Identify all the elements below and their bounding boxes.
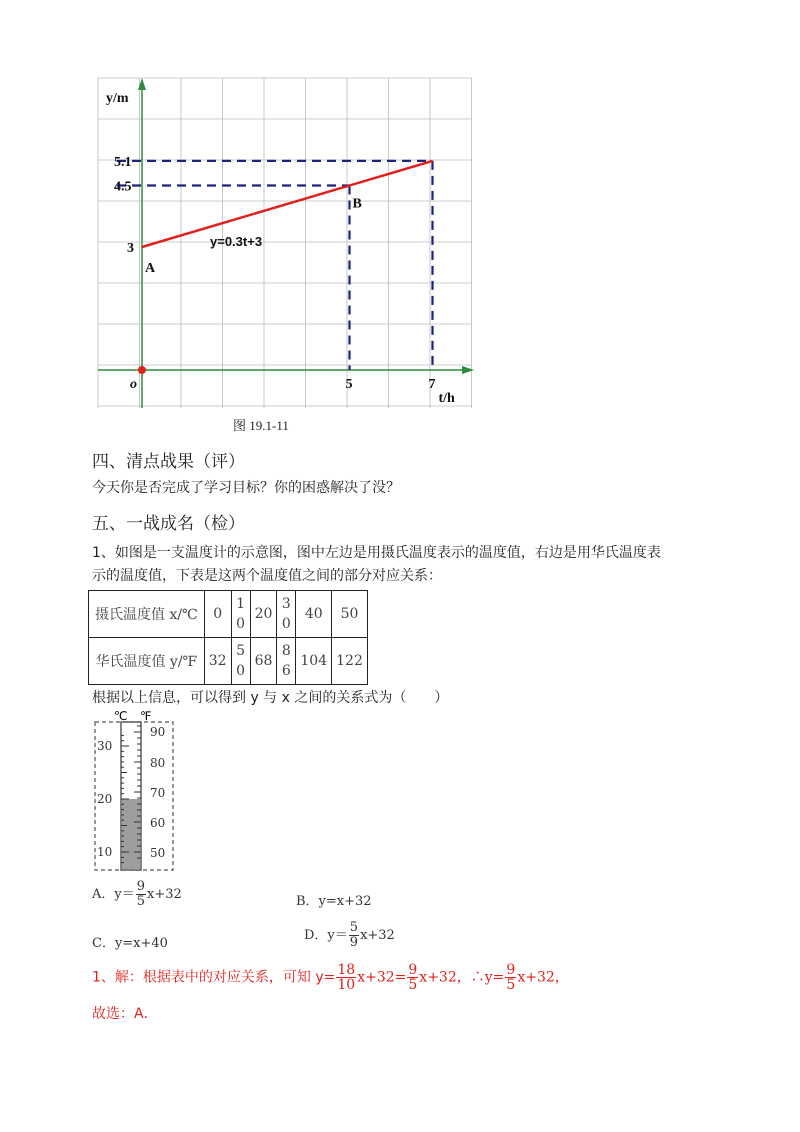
- equation-label: y=0.3t+3: [210, 234, 263, 249]
- option-d: [304, 921, 395, 950]
- x-axis-arrow-icon: [462, 366, 474, 374]
- option-d-prefix: D．y＝: [304, 928, 348, 943]
- fahrenheit-label: 60: [150, 816, 166, 830]
- table-cell: 122: [332, 638, 368, 685]
- option-a: [92, 880, 182, 909]
- fraction: $\frac{18}{10}$: [337, 962, 356, 993]
- section5-heading: 五、一战成名（检）: [92, 514, 245, 534]
- x-tick-label: 5: [345, 377, 353, 392]
- figure-caption: 图 19.1-11: [233, 418, 289, 433]
- fraction: $\frac{5}{9}$: [349, 920, 359, 950]
- row-header-celsius: 摄氏温度值 x/℃: [89, 591, 205, 638]
- table-cell: 32: [204, 638, 231, 685]
- solution-lead: 1、解：根据表中的对应关系，可知 y=: [92, 969, 336, 986]
- table-row: [89, 591, 368, 638]
- y-tick-label: 3: [127, 241, 134, 256]
- question-text: 根据以上信息，可以得到 y 与 x 之间的关系式为（ ）: [92, 690, 449, 706]
- problem-line-2: 示的温度值，下表是这两个温度值之间的部分对应关系：: [92, 568, 442, 584]
- solution-mid: x+32，∴y=: [419, 969, 505, 986]
- fahrenheit-label: 70: [150, 786, 166, 800]
- thermometer-figure: [92, 708, 177, 873]
- table-cell: 5 0: [231, 638, 250, 685]
- table-cell: 1 0: [231, 591, 250, 638]
- celsius-label: 20: [97, 792, 113, 806]
- guide-lines: [117, 161, 433, 370]
- fraction: $\frac{9}{5}$: [506, 962, 516, 993]
- origin-point: [138, 366, 146, 374]
- fahrenheit-label: 80: [150, 756, 166, 770]
- x-tick-label: 7: [428, 377, 436, 392]
- solution-line: [92, 963, 569, 992]
- row-header-fahrenheit: 华氏温度值 y/℉: [89, 638, 205, 685]
- option-a-prefix: A．y＝: [92, 887, 135, 902]
- fahrenheit-label: 50: [150, 846, 166, 860]
- chart-labels: [106, 91, 455, 406]
- fraction: $\frac{9}{5}$: [408, 962, 418, 993]
- celsius-label: 10: [97, 845, 113, 859]
- celsius-label: 30: [97, 739, 113, 753]
- conversion-table: [88, 590, 368, 685]
- option-b: B．y=x+32: [296, 894, 372, 909]
- fahrenheit-label: 90: [150, 725, 166, 739]
- x-axis-label: t/h: [438, 391, 455, 406]
- series-line: [142, 161, 433, 247]
- table-cell: 104: [296, 638, 332, 685]
- y-axis-label: y/m: [106, 91, 129, 106]
- table-row: [89, 638, 368, 685]
- solution-tail: x+32，: [517, 969, 569, 986]
- celsius-unit: ℃: [114, 709, 128, 723]
- section4-heading: 四、清点战果（评）: [92, 452, 245, 472]
- option-d-suffix: x+32: [360, 928, 395, 943]
- table-cell: 8 6: [277, 638, 296, 685]
- point-b-label: B: [352, 196, 362, 212]
- y-tick-label: 4.5: [114, 179, 132, 195]
- point-a-label: A: [145, 261, 156, 276]
- solution-answer: 故选：A．: [92, 1006, 158, 1022]
- solution-mid: x+32=: [357, 969, 407, 986]
- option-c: C．y=x+40: [92, 936, 168, 951]
- table-cell: 20: [250, 591, 277, 638]
- y-tick-label: 5.1: [114, 154, 132, 170]
- option-a-suffix: x+32: [147, 887, 182, 902]
- origin-label: o: [130, 377, 137, 392]
- table-cell: 40: [296, 591, 332, 638]
- problem-line-1: 1、如图是一支温度计的示意图，图中左边是用摄氏温度表示的温度值，右边是用华氏温度表: [92, 545, 661, 561]
- fraction: $\frac{9}{5}$: [136, 879, 146, 909]
- section4-text: 今天你是否完成了学习目标？你的困惑解决了没？: [92, 480, 400, 496]
- fahrenheit-unit: ℉: [140, 709, 152, 723]
- table-cell: 68: [250, 638, 277, 685]
- table-cell: 50: [332, 591, 368, 638]
- table-cell: 0: [204, 591, 231, 638]
- line-chart-figure: [90, 70, 490, 415]
- table-cell: 3 0: [277, 591, 296, 638]
